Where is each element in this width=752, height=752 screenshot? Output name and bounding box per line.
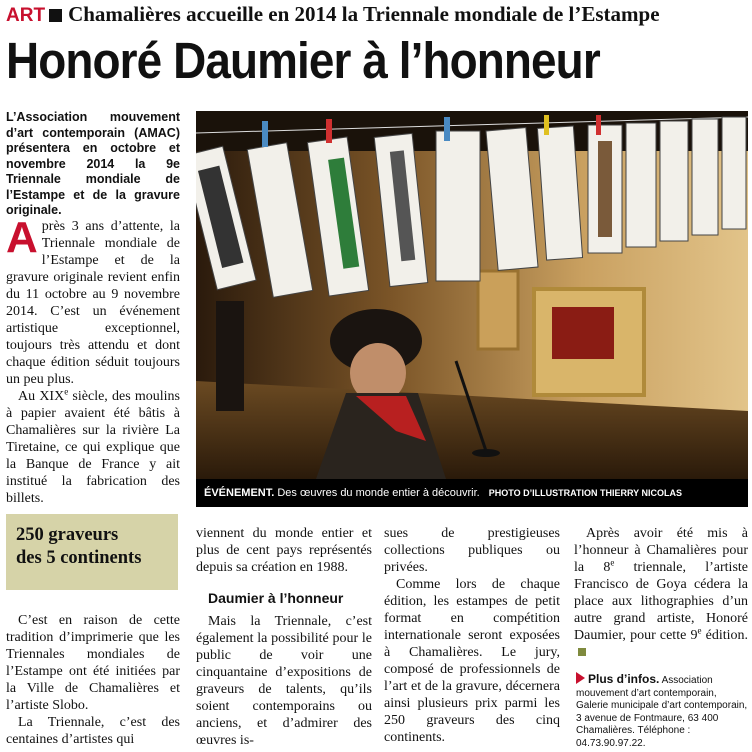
paragraph-text: Au XIX	[18, 389, 65, 404]
paragraph: viennent du monde entier et plus de cent pays représentés depuis sa création en 1988.	[196, 526, 372, 575]
superscript: e	[610, 557, 615, 568]
end-mark-icon	[578, 648, 586, 656]
highlight-line: 250 graveurs	[16, 525, 119, 545]
paragraph-text: siècle, des moulins à papier avaient été bâtis à Chamalières sur la rivière La Tiretaine, ce qui explique que la Banque de France y ait institué la fabrication des billets.	[6, 389, 180, 506]
gallery-photo-illustration	[196, 111, 748, 479]
paragraph: C’est en raison de cette tradition d’imprimerie que les Triennales mondiales de l’Estampe ont été initiées par la Ville de Chamalières et l’artiste Slobo.	[6, 613, 180, 713]
kicker-text: Chamalières accueille en 2014 la Triennale mondiale de l’Estampe	[68, 2, 660, 26]
highlight-box-title	[16, 524, 141, 570]
arrow-right-icon	[576, 672, 585, 684]
paragraph: La Triennale, c’est des centaines d’artistes qui	[6, 715, 180, 747]
paragraph: Mais la Triennale, c’est également la possibilité pour le public de voir une cinquantaine d’expositions de graveurs de talents, qu’ils soient contemporains ou anciens, et d’admirer des œuvres is-	[196, 614, 372, 748]
subheading: Daumier à l’honneur	[208, 590, 344, 606]
lead-paragraph: L’Association mouvement d’art contemporain (AMAC) présentera en octobre et novembre 2014 la 9e Triennale mondiale de l’Estampe et de la gravure originale.	[6, 110, 180, 217]
paragraph-text: triennale, l’artiste Francisco de Goya cédera la place aux lithographies d’un autre grand artiste, Honoré Daumier, pour cette 9	[574, 560, 748, 643]
drop-cap: A	[6, 213, 38, 262]
square-bullet-icon	[49, 9, 62, 22]
headline: Honoré Daumier à l’honneur	[6, 32, 600, 89]
column-1-lower	[6, 612, 180, 748]
column-3	[384, 525, 560, 746]
paragraph-text: Après avoir été mis à l’honneur à Chamalières pour la 8	[574, 526, 748, 575]
column-4	[574, 525, 748, 661]
column-1	[6, 213, 180, 507]
column-2	[196, 525, 372, 749]
info-text: Association mouvement d’art contemporain, Galerie municipale d’art contemporain, 3 avenue de Fontmaure, 63 400 Chamalières. Téléphone : 04.73.90.97.22.	[576, 675, 748, 749]
paragraph	[6, 213, 180, 388]
photo-credit: PHOTO D’ILLUSTRATION THIERRY NICOLAS	[488, 488, 682, 498]
paragraph	[574, 525, 748, 661]
info-label: Plus d’infos.	[588, 672, 660, 686]
info-box	[576, 672, 748, 750]
kicker	[6, 2, 660, 28]
paragraph: sues de prestigieuses collections publiques ou privées.	[384, 526, 560, 575]
exhibition-photo	[196, 111, 748, 507]
section-label: ART	[6, 5, 46, 26]
caption-label: ÉVÉNEMENT.	[204, 487, 275, 499]
caption-text: Des œuvres du monde entier à découvrir.	[277, 487, 480, 499]
paragraph-text: édition.	[701, 628, 748, 643]
paragraph: Comme lors de chaque édition, les estampes de petit format en compétition internationale seront exposées à Chamalières. Le jury, composé de professionnels de l’art et de la gravure, décernera ainsi plusieurs prix parmi les 250 graveurs des cinq continents.	[384, 577, 560, 745]
superscript: e	[697, 625, 702, 636]
highlight-line: des 5 continents	[16, 548, 142, 568]
superscript: e	[64, 386, 69, 397]
photo-caption	[196, 479, 748, 507]
highlight-box	[6, 514, 178, 590]
paragraph-text: près 3 ans d’attente, la Triennale mondiale de l’Estampe et de la gravure originale revient enfin du 11 octobre au 9 novembre 2014. C’est un événement artistique exceptionnel, toujours très attendu et dont chaque édition séduit toujours un peu plus.	[6, 219, 180, 387]
paragraph	[6, 388, 180, 507]
